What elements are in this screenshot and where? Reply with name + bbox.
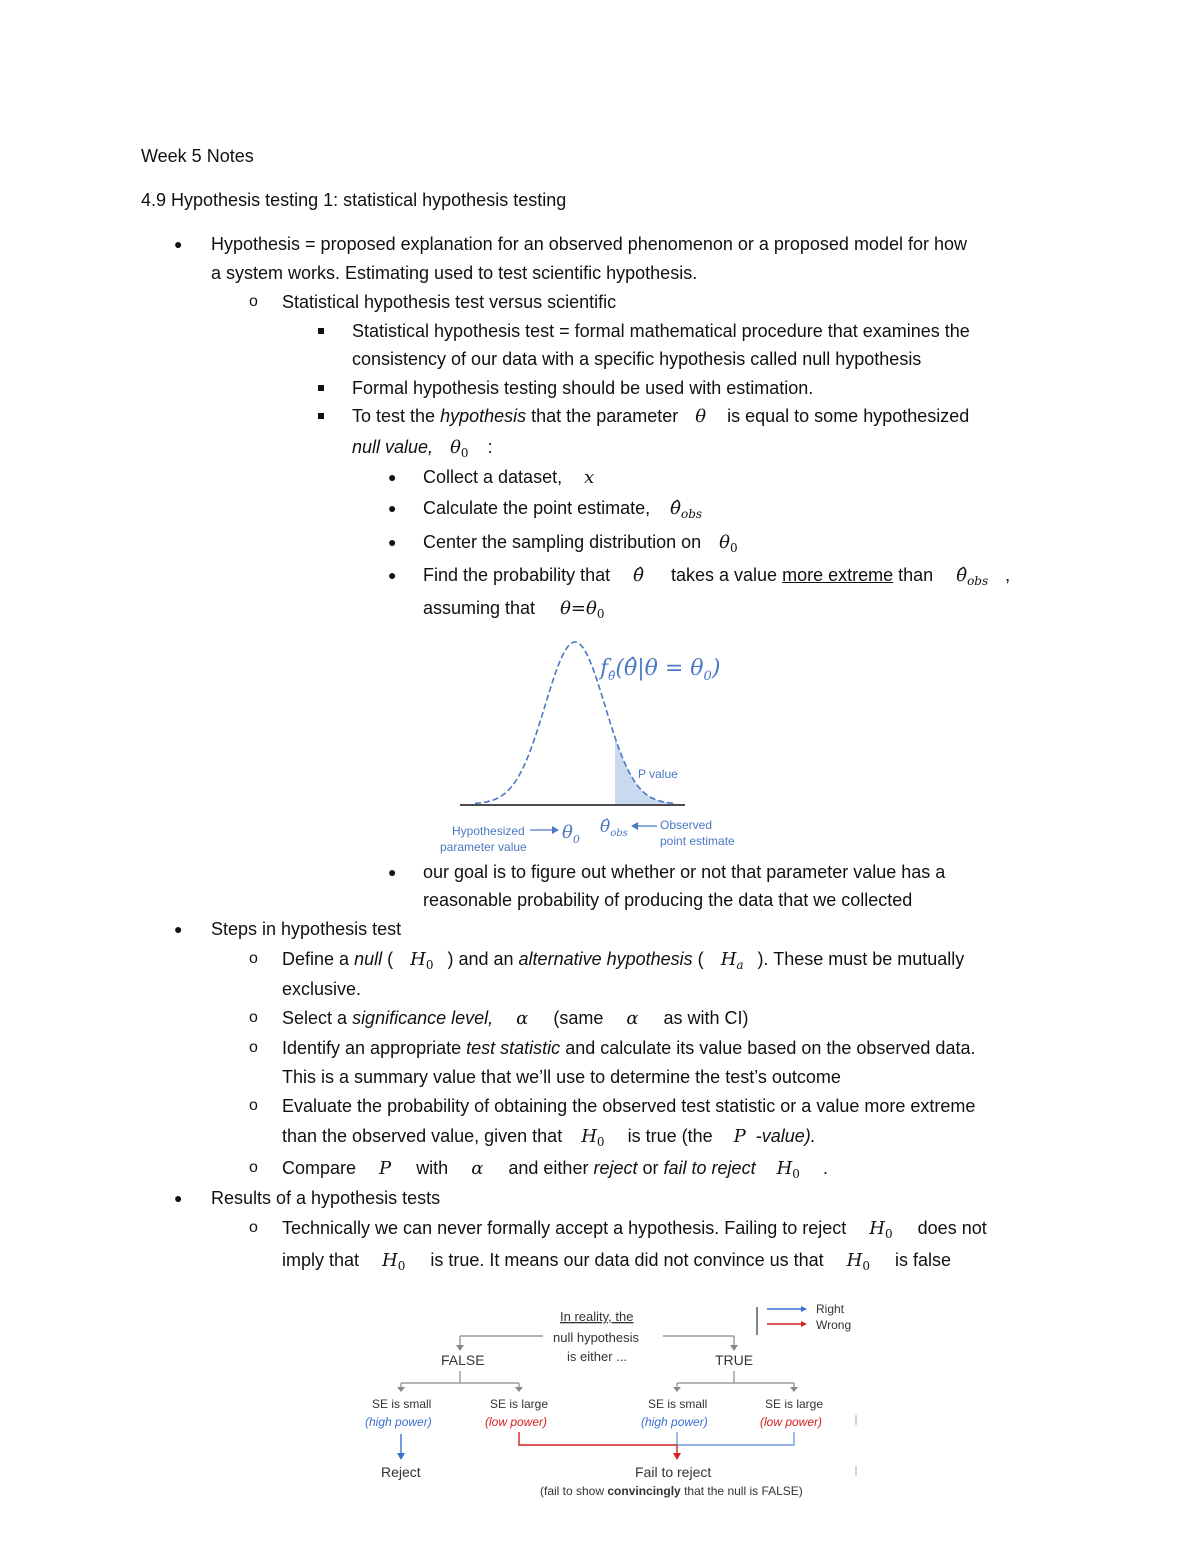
low-power-2: (low power) <box>760 1415 823 1429</box>
arrowhead <box>730 1345 738 1351</box>
b1-sub: Statistical hypothesis test versus scientific <box>282 292 617 312</box>
arrowhead <box>801 1306 807 1312</box>
sub-bullet-ring: o <box>249 950 258 967</box>
right-connector <box>677 1432 794 1445</box>
b1-d4-row2: assuming that $\theta=\theta_0$ <box>423 598 605 621</box>
arrowhead <box>456 1345 464 1351</box>
density-formula: $f_{\thetâ}(\thetâ|\theta = \theta_0)$ <box>600 656 721 684</box>
b3-result-row1: Technically we can never formally accept a hypothesis. Failing to reject $H_0$ does not <box>282 1218 987 1241</box>
arrowhead <box>801 1321 807 1327</box>
b1-line2: a system works. Estimating used to test scientific hypothesis. <box>211 263 698 283</box>
theta0-label: $\theta_0$ <box>562 822 580 846</box>
theta-obs-label: $\thetâ_{obs}$ <box>600 817 628 839</box>
fail-label: Fail to reject <box>635 1464 712 1480</box>
decision-diagram <box>355 1295 875 1505</box>
arrowhead <box>397 1387 405 1392</box>
observed-label-1: Observed <box>660 818 713 832</box>
arrowhead <box>397 1453 405 1460</box>
high-power-2: (high power) <box>641 1415 708 1429</box>
bullet-dot: ● <box>388 864 397 880</box>
b1-line1: Hypothesis = proposed explanation for an observed phenomenon or a proposed model for how <box>211 234 967 254</box>
b2-title: Steps in hypothesis test <box>211 919 402 939</box>
b1-d5-line1: our goal is to figure out whether or not that parameter value has a <box>423 862 946 882</box>
b2-step4-row1: Evaluate the probability of obtaining the observed test statistic or a value more extreme <box>282 1096 976 1116</box>
square-bullet <box>318 328 324 334</box>
b1-sq3-row2: null value, $\theta_0$ : <box>352 437 493 460</box>
b1-d3: Center the sampling distribution on $\theta_0$ <box>423 532 738 555</box>
wrong-connector <box>519 1432 677 1445</box>
sub-bullet-ring: o <box>249 1039 258 1056</box>
top-label-2: null hypothesis <box>553 1330 639 1345</box>
sub-bullet-ring: o <box>249 293 258 310</box>
section-heading: 4.9 Hypothesis testing 1: statistical hypothesis testing <box>141 190 567 210</box>
sampling-distribution-svg <box>440 630 760 860</box>
reject-label: Reject <box>381 1464 421 1480</box>
b1-d5-line2: reasonable probability of producing the data that we collected <box>423 890 913 910</box>
low-power-1: (low power) <box>485 1415 548 1429</box>
b3-result-row2: imply that $H_0$ is true. It means our data did not convince us that $H_0$ is false <box>282 1250 952 1273</box>
se-small-1: SE is small <box>372 1397 432 1411</box>
sub-bullet-ring: o <box>249 1097 258 1114</box>
b2-step1-row1: Define a null ( $H_0$ ) and an alternative hypothesis ( $H_a$ ). These must be mutually <box>282 949 965 972</box>
legend-right-label: Right <box>816 1302 845 1316</box>
sub-bullet-ring: o <box>249 1159 258 1176</box>
top-label-3: is either ... <box>567 1349 627 1364</box>
arrowhead <box>631 822 638 830</box>
b1-sq2: Formal hypothesis testing should be used with estimation. <box>352 378 814 398</box>
false-label: FALSE <box>441 1352 485 1368</box>
bullet-dot: ● <box>388 534 397 550</box>
b2-step3-row1: Identify an appropriate test statistic and calculate its value based on the observed data. <box>282 1038 976 1058</box>
arrowhead <box>515 1387 523 1392</box>
bullet-dot: ● <box>388 469 397 485</box>
b1-sq3-row1: To test the hypothesis that the parameter θ is equal to some hypothesized <box>352 406 970 427</box>
b1-d2: Calculate the point estimate, $\thetâ_{obs}$ <box>423 498 703 521</box>
b1-d4-row1: Find the probability that θ̂ takes a value more extreme than $\thetâ_{obs}$ , <box>423 565 1011 588</box>
sub-bullet-ring: o <box>249 1219 258 1236</box>
arrowhead <box>552 826 559 834</box>
hypothesized-label-1: Hypothesized <box>452 824 525 838</box>
p-value-label: P value <box>638 767 678 781</box>
high-power-1: (high power) <box>365 1415 432 1429</box>
square-bullet <box>318 413 324 419</box>
b1-sq1-line2: consistency of our data with a specific hypothesis called null hypothesis <box>352 349 922 369</box>
b2-step5: Compare P with α and either reject or fail to reject $H_0$ . <box>282 1158 828 1181</box>
sampling-distribution-figure <box>440 630 760 860</box>
bullet-dot: ● <box>388 567 397 583</box>
observed-label-2: point estimate <box>660 834 735 848</box>
bullet-dot: ● <box>174 1190 183 1206</box>
fail-subtitle: (fail to show convincingly that the null is FALSE) <box>540 1484 803 1498</box>
page-title: Week 5 Notes <box>141 146 254 166</box>
sub-bullet-ring: o <box>249 1009 258 1026</box>
b3-title: Results of a hypothesis tests <box>211 1188 441 1208</box>
true-label: TRUE <box>715 1352 754 1368</box>
arrowhead <box>673 1387 681 1392</box>
se-small-2: SE is small <box>648 1397 708 1411</box>
b1-sq1-line1: Statistical hypothesis test = formal mathematical procedure that examines the <box>352 321 970 341</box>
bullet-dot: ● <box>388 500 397 516</box>
b1-d1: Collect a dataset, x <box>423 467 595 488</box>
bullet-dot: ● <box>174 921 183 937</box>
arrowhead <box>673 1453 681 1460</box>
top-label-1: In reality, the <box>560 1309 634 1324</box>
bullet-dot: ● <box>174 236 183 252</box>
b2-step1-row2: exclusive. <box>282 979 362 999</box>
square-bullet <box>318 385 324 391</box>
b2-step2: Select a significance level, α (same α as with CI) <box>282 1008 749 1029</box>
se-large-2: SE is large <box>765 1397 824 1411</box>
legend-wrong-label: Wrong <box>816 1318 852 1332</box>
b2-step4-row2: than the observed value, given that $H_0$ is true (the P -value). <box>282 1126 816 1149</box>
hypothesized-label-2: parameter value <box>440 840 527 854</box>
arrowhead <box>790 1387 798 1392</box>
se-large-1: SE is large <box>490 1397 549 1411</box>
decision-diagram-svg <box>355 1295 875 1505</box>
b2-step3-row2: This is a summary value that we’ll use to determine the test’s outcome <box>282 1067 841 1087</box>
